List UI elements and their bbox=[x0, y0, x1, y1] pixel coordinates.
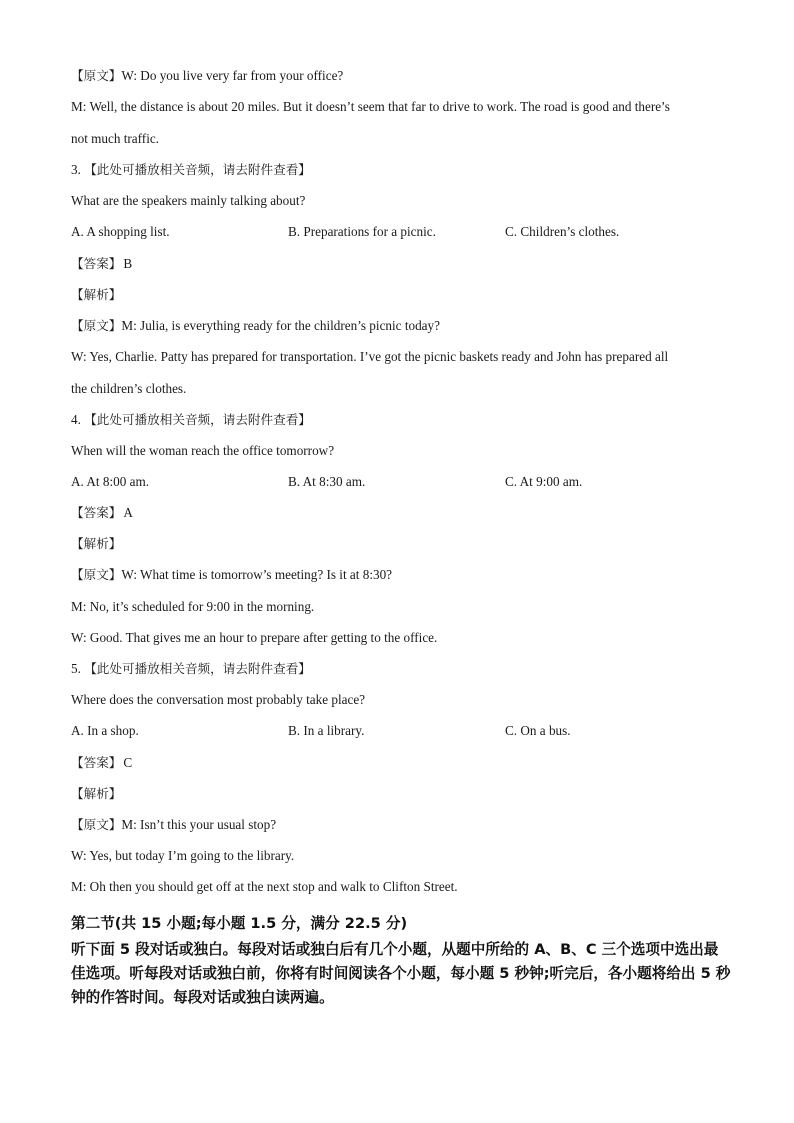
analysis-tag: 【解析】 bbox=[71, 287, 122, 302]
transcript-text: M: Julia, is everything ready for the children’s picnic today? bbox=[121, 318, 440, 333]
option-a: A. At 8:00 am. bbox=[71, 474, 150, 489]
audio-link[interactable]: 【此处可播放相关音频，请去附件查看】 bbox=[84, 412, 311, 427]
answer-tag: 【答案】 bbox=[71, 256, 122, 271]
option-a: A. In a shop. bbox=[71, 723, 139, 738]
option-c: C. Children’s clothes. bbox=[505, 224, 620, 239]
option-b: B. At 8:30 am. bbox=[288, 474, 366, 489]
question-number: 4. bbox=[71, 412, 81, 427]
analysis-line bbox=[71, 786, 121, 802]
question-header bbox=[71, 661, 311, 677]
transcript-line: M: Well, the distance is about 20 miles. But it doesn’t seem that far to drive to work. The road is good and there’s bbox=[71, 99, 670, 114]
question-text: Where does the conversation most probably take place? bbox=[71, 692, 366, 707]
question-text: When will the woman reach the office tomorrow? bbox=[71, 443, 335, 458]
option-c: C. At 9:00 am. bbox=[505, 474, 583, 489]
transcript-line: the children’s clothes. bbox=[71, 381, 187, 396]
section-heading: 第二节(共 15 小题;每小题 1.5 分，满分 22.5 分) bbox=[71, 915, 408, 932]
answer-line bbox=[71, 755, 132, 771]
transcript-tag: 【原文】 bbox=[71, 68, 122, 83]
question-text: What are the speakers mainly talking about? bbox=[71, 193, 306, 208]
analysis-tag: 【解析】 bbox=[71, 786, 122, 801]
transcript-line: W: Yes, Charlie. Patty has prepared for transportation. I’ve got the picnic baskets ready and John has prepared all bbox=[71, 349, 669, 364]
transcript-line bbox=[71, 318, 440, 334]
answer-value: A bbox=[123, 505, 133, 520]
transcript-line bbox=[71, 817, 276, 833]
analysis-line bbox=[71, 287, 121, 303]
transcript-line: M: Oh then you should get off at the next stop and walk to Clifton Street. bbox=[71, 879, 458, 894]
answer-tag: 【答案】 bbox=[71, 505, 122, 520]
answer-line bbox=[71, 256, 132, 272]
transcript-text: W: What time is tomorrow’s meeting? Is it at 8:30? bbox=[121, 567, 393, 582]
analysis-tag: 【解析】 bbox=[71, 536, 122, 551]
transcript-line bbox=[71, 68, 343, 84]
option-b: B. In a library. bbox=[288, 723, 365, 738]
answer-value: C bbox=[123, 755, 133, 770]
transcript-line: not much traffic. bbox=[71, 131, 160, 146]
section-instructions: 听下面 5 段对话或独白。每段对话或独白后有几个小题，从题中所给的 A、B、C 三个选项中选出最佳选项。听每段对话或独白前，你将有时间阅读各个小题，每小题 5 秒钟;听完后，各小题将给出 5 秒钟的作答时间。每段对话或独白读两遍。 bbox=[71, 941, 731, 1006]
analysis-line bbox=[71, 536, 121, 552]
transcript-tag: 【原文】 bbox=[71, 817, 122, 832]
transcript-text: W: Do you live very far from your office? bbox=[121, 68, 344, 83]
option-c: C. On a bus. bbox=[505, 723, 571, 738]
option-a: A. A shopping list. bbox=[71, 224, 170, 239]
question-header bbox=[71, 162, 311, 178]
answer-tag: 【答案】 bbox=[71, 755, 122, 770]
option-b: B. Preparations for a picnic. bbox=[288, 224, 436, 239]
transcript-text: M: Isn’t this your usual stop? bbox=[121, 817, 277, 832]
transcript-tag: 【原文】 bbox=[71, 318, 122, 333]
transcript-line bbox=[71, 567, 392, 583]
transcript-line: W: Yes, but today I’m going to the library. bbox=[71, 848, 295, 863]
transcript-line: M: No, it’s scheduled for 9:00 in the morning. bbox=[71, 599, 315, 614]
transcript-tag: 【原文】 bbox=[71, 567, 122, 582]
audio-link[interactable]: 【此处可播放相关音频，请去附件查看】 bbox=[84, 661, 311, 676]
answer-line bbox=[71, 505, 133, 521]
transcript-line: W: Good. That gives me an hour to prepare after getting to the office. bbox=[71, 630, 438, 645]
answer-value: B bbox=[123, 256, 133, 271]
question-number: 5. bbox=[71, 661, 81, 676]
audio-link[interactable]: 【此处可播放相关音频，请去附件查看】 bbox=[84, 162, 311, 177]
question-number: 3. bbox=[71, 162, 81, 177]
question-header bbox=[71, 412, 311, 428]
